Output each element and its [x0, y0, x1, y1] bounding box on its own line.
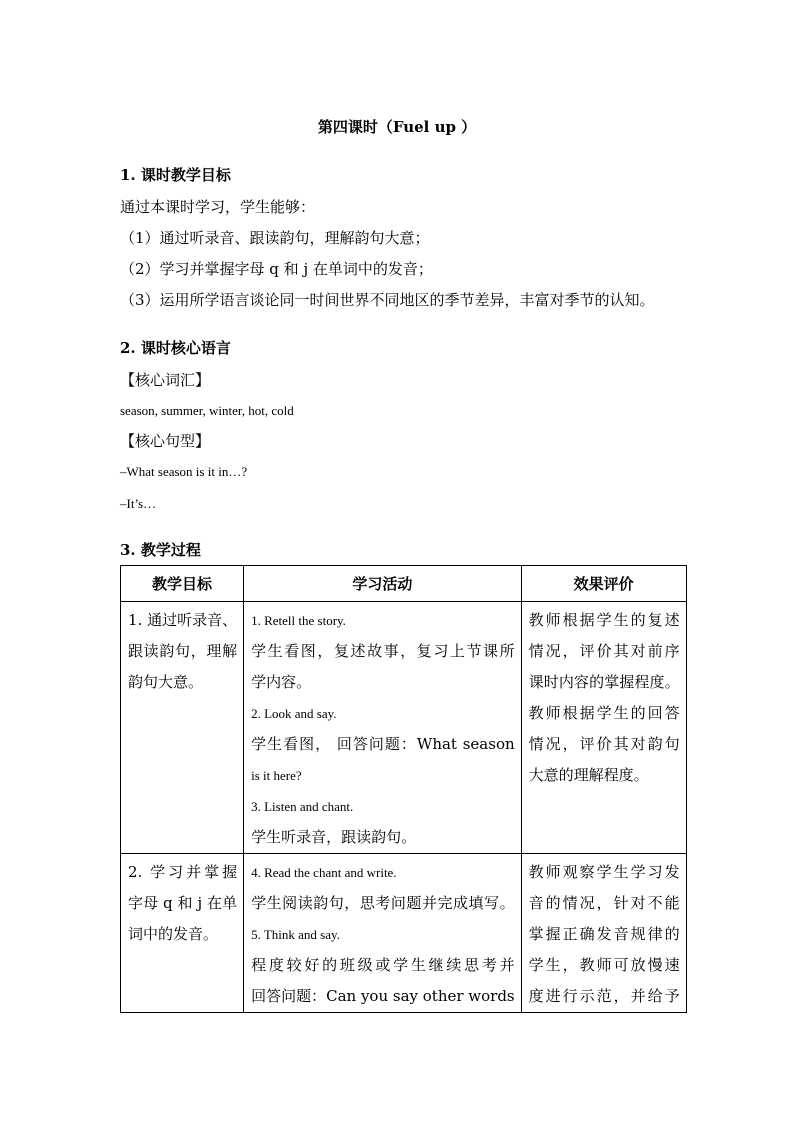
objectives-intro	[120, 197, 690, 217]
label-text: 【核心词汇】	[120, 371, 211, 389]
section-core-language	[120, 338, 690, 358]
section-heading: 3. 教学过程	[120, 541, 201, 559]
cell-line: 字母 q 和 j 在单	[128, 894, 238, 912]
cell-line: 4. Read the chant and write.	[251, 865, 397, 880]
cell-line: 学生，教师可放慢速	[528, 956, 680, 974]
vocab-label	[120, 370, 690, 390]
evaluation-cell	[521, 854, 686, 1013]
vocab-text: season, summer, winter, hot, cold	[120, 403, 294, 418]
cell-line: 2. 学习并掌握	[128, 863, 238, 881]
pattern-line	[120, 462, 690, 482]
activity-cell	[244, 854, 522, 1013]
intro-text: 通过本课时学习，学生能够：	[120, 198, 316, 216]
pattern-text: –It’s…	[120, 496, 157, 511]
cell-line: 1. 通过听录音、	[128, 611, 238, 629]
cell-line: 回答问题：Can you say other words	[251, 987, 515, 1005]
cell-line: 1. Retell the story.	[251, 613, 346, 628]
vocab-list	[120, 401, 690, 421]
table-header-row	[121, 566, 687, 602]
pattern-label	[120, 431, 690, 451]
objective-text: （1）通过听录音、跟读韵句，理解韵句大意；	[120, 229, 430, 247]
section-heading: 2. 课时核心语言	[120, 339, 231, 357]
column-header: 教学目标	[121, 566, 244, 602]
pattern-text: –What season is it in…?	[120, 464, 248, 479]
objective-item	[120, 290, 690, 310]
cell-line: 跟读韵句，理解	[128, 642, 238, 660]
cell-line: 程度较好的班级或学生继续思考并	[251, 956, 515, 974]
column-header: 学习活动	[244, 566, 522, 602]
cell-line: 大意的理解程度。	[528, 766, 649, 784]
objective-text: （2）学习并掌握字母 q 和 j 在单词中的发音；	[120, 260, 433, 278]
label-text: 【核心句型】	[120, 432, 211, 450]
cell-line: 韵句大意。	[128, 673, 204, 691]
section-objectives	[120, 165, 690, 185]
table-row	[121, 854, 687, 1013]
cell-line: 情况，评价其对前序	[528, 642, 680, 660]
cell-line: 2. Look and say.	[251, 706, 337, 721]
activity-cell	[244, 602, 522, 854]
cell-line: 教师观察学生学习发	[528, 863, 680, 881]
section-process	[120, 540, 690, 560]
cell-line: is it here?	[251, 768, 302, 783]
cell-line: 音的情况，针对不能	[528, 894, 680, 912]
teaching-process-table	[120, 565, 687, 1013]
cell-line: 学生看图，复述故事，复习上节课所	[251, 642, 515, 660]
cell-line: 教师根据学生的回答	[528, 704, 680, 722]
cell-line: 课时内容的掌握程度。	[528, 673, 680, 691]
objective-item	[120, 228, 690, 248]
objective-text: （3）运用所学语言谈论同一时间世界不同地区的季节差异，丰富对季节的认知。	[120, 291, 655, 309]
cell-line: 度进行示范，并给予	[528, 987, 680, 1005]
goal-cell	[121, 602, 244, 854]
column-header: 效果评价	[521, 566, 686, 602]
cell-line: 学生阅读韵句，思考问题并完成填写。	[251, 894, 515, 912]
cell-line: 学内容。	[251, 673, 312, 691]
cell-line: 教师根据学生的复述	[528, 611, 680, 629]
cell-line: 3. Listen and chant.	[251, 799, 354, 814]
table-row	[121, 602, 687, 854]
cell-line: 掌握正确发音规律的	[528, 925, 680, 943]
document-title: 第四课时（Fuel up ）	[317, 118, 477, 136]
objective-item	[120, 259, 690, 279]
cell-line: 情况，评价其对韵句	[528, 735, 680, 753]
cell-line: 学生听录音，跟读韵句。	[251, 828, 417, 846]
cell-line: 词中的发音。	[128, 925, 219, 943]
evaluation-cell	[521, 602, 686, 854]
goal-cell	[121, 854, 244, 1013]
section-heading: 1. 课时教学目标	[120, 166, 231, 184]
cell-line: 5. Think and say.	[251, 927, 340, 942]
cell-line: 学生看图， 回答问题：What season	[251, 735, 515, 753]
pattern-line	[120, 494, 690, 514]
